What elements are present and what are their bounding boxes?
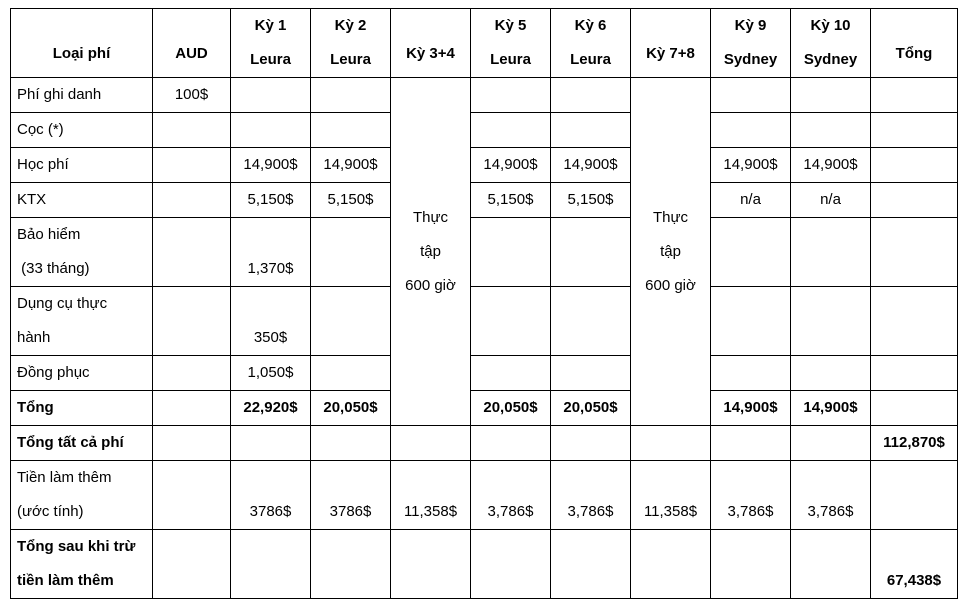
internship-cell-ky78: Thực tập 600 giờ [631,78,711,426]
header-loai-phi: Loại phí [11,9,153,78]
header-ky78: Kỳ 7+8 [631,9,711,78]
row-label: Bảo hiểm (33 tháng) [11,218,153,287]
row-label: Cọc (*) [11,113,153,148]
cell-ky9: n/a [711,183,791,218]
header-ky6: Kỳ 6 Leura [551,9,631,78]
header-ky10: Kỳ 10 Sydney [791,9,871,78]
cell-tong: 112,870$ [871,426,958,461]
row-label: Dụng cụ thực hành [11,287,153,356]
header-aud: AUD [153,9,231,78]
fee-table [10,8,958,599]
cell-ky1: 5,150$ [231,183,311,218]
cell-ky1: 350$ [231,287,311,356]
header-ky1: Kỳ 1 Leura [231,9,311,78]
row-tong [11,391,958,426]
internship-cell-ky34: Thực tập 600 giờ [391,78,471,426]
row-hoc-phi [11,148,958,183]
cell-aud: 100$ [153,78,231,113]
header-ky2: Kỳ 2 Leura [311,9,391,78]
cell-tong: 67,438$ [871,530,958,599]
cell-ky10: 14,900$ [791,391,871,426]
cell-ky10: n/a [791,183,871,218]
row-tong-sau [11,530,958,599]
row-label: Tiền làm thêm (ước tính) [11,461,153,530]
cell-ky6: 5,150$ [551,183,631,218]
row-dong-phuc [11,356,958,391]
row-ktx [11,183,958,218]
cell-ky5: 20,050$ [471,391,551,426]
cell-ky2: 14,900$ [311,148,391,183]
cell-ky2: 5,150$ [311,183,391,218]
cell-ky10: 14,900$ [791,148,871,183]
header-ky34: Kỳ 3+4 [391,9,471,78]
row-tien-lam-them [11,461,958,530]
cell-ky10: 3,786$ [791,461,871,530]
cell-ky5: 3,786$ [471,461,551,530]
cell-ky5: 14,900$ [471,148,551,183]
cell-ky1: 3786$ [231,461,311,530]
row-label: Tổng [11,391,153,426]
header-tong: Tổng [871,9,958,78]
row-label: Đồng phục [11,356,153,391]
header-ky5: Kỳ 5 Leura [471,9,551,78]
header-row [11,9,958,78]
header-ky9: Kỳ 9 Sydney [711,9,791,78]
cell-ky1: 1,370$ [231,218,311,287]
cell-ky6: 20,050$ [551,391,631,426]
cell-ky2: 3786$ [311,461,391,530]
cell-ky9: 14,900$ [711,148,791,183]
cell-ky6: 3,786$ [551,461,631,530]
cell-ky6: 14,900$ [551,148,631,183]
cell-ky2: 20,050$ [311,391,391,426]
row-tong-tat-ca [11,426,958,461]
cell-ky9: 14,900$ [711,391,791,426]
row-coc [11,113,958,148]
cell-ky1: 1,050$ [231,356,311,391]
cell-ky78: 11,358$ [631,461,711,530]
row-label: Học phí [11,148,153,183]
row-label: KTX [11,183,153,218]
row-dung-cu [11,287,958,356]
row-label: Phí ghi danh [11,78,153,113]
cell-ky5: 5,150$ [471,183,551,218]
cell-ky9: 3,786$ [711,461,791,530]
row-label: Tổng tất cả phí [11,426,153,461]
cell-ky1: 22,920$ [231,391,311,426]
cell-ky1: 14,900$ [231,148,311,183]
cell-ky34: 11,358$ [391,461,471,530]
row-label: Tổng sau khi trừ tiền làm thêm [11,530,153,599]
row-bao-hiem [11,218,958,287]
row-phi-ghi-danh [11,78,958,113]
